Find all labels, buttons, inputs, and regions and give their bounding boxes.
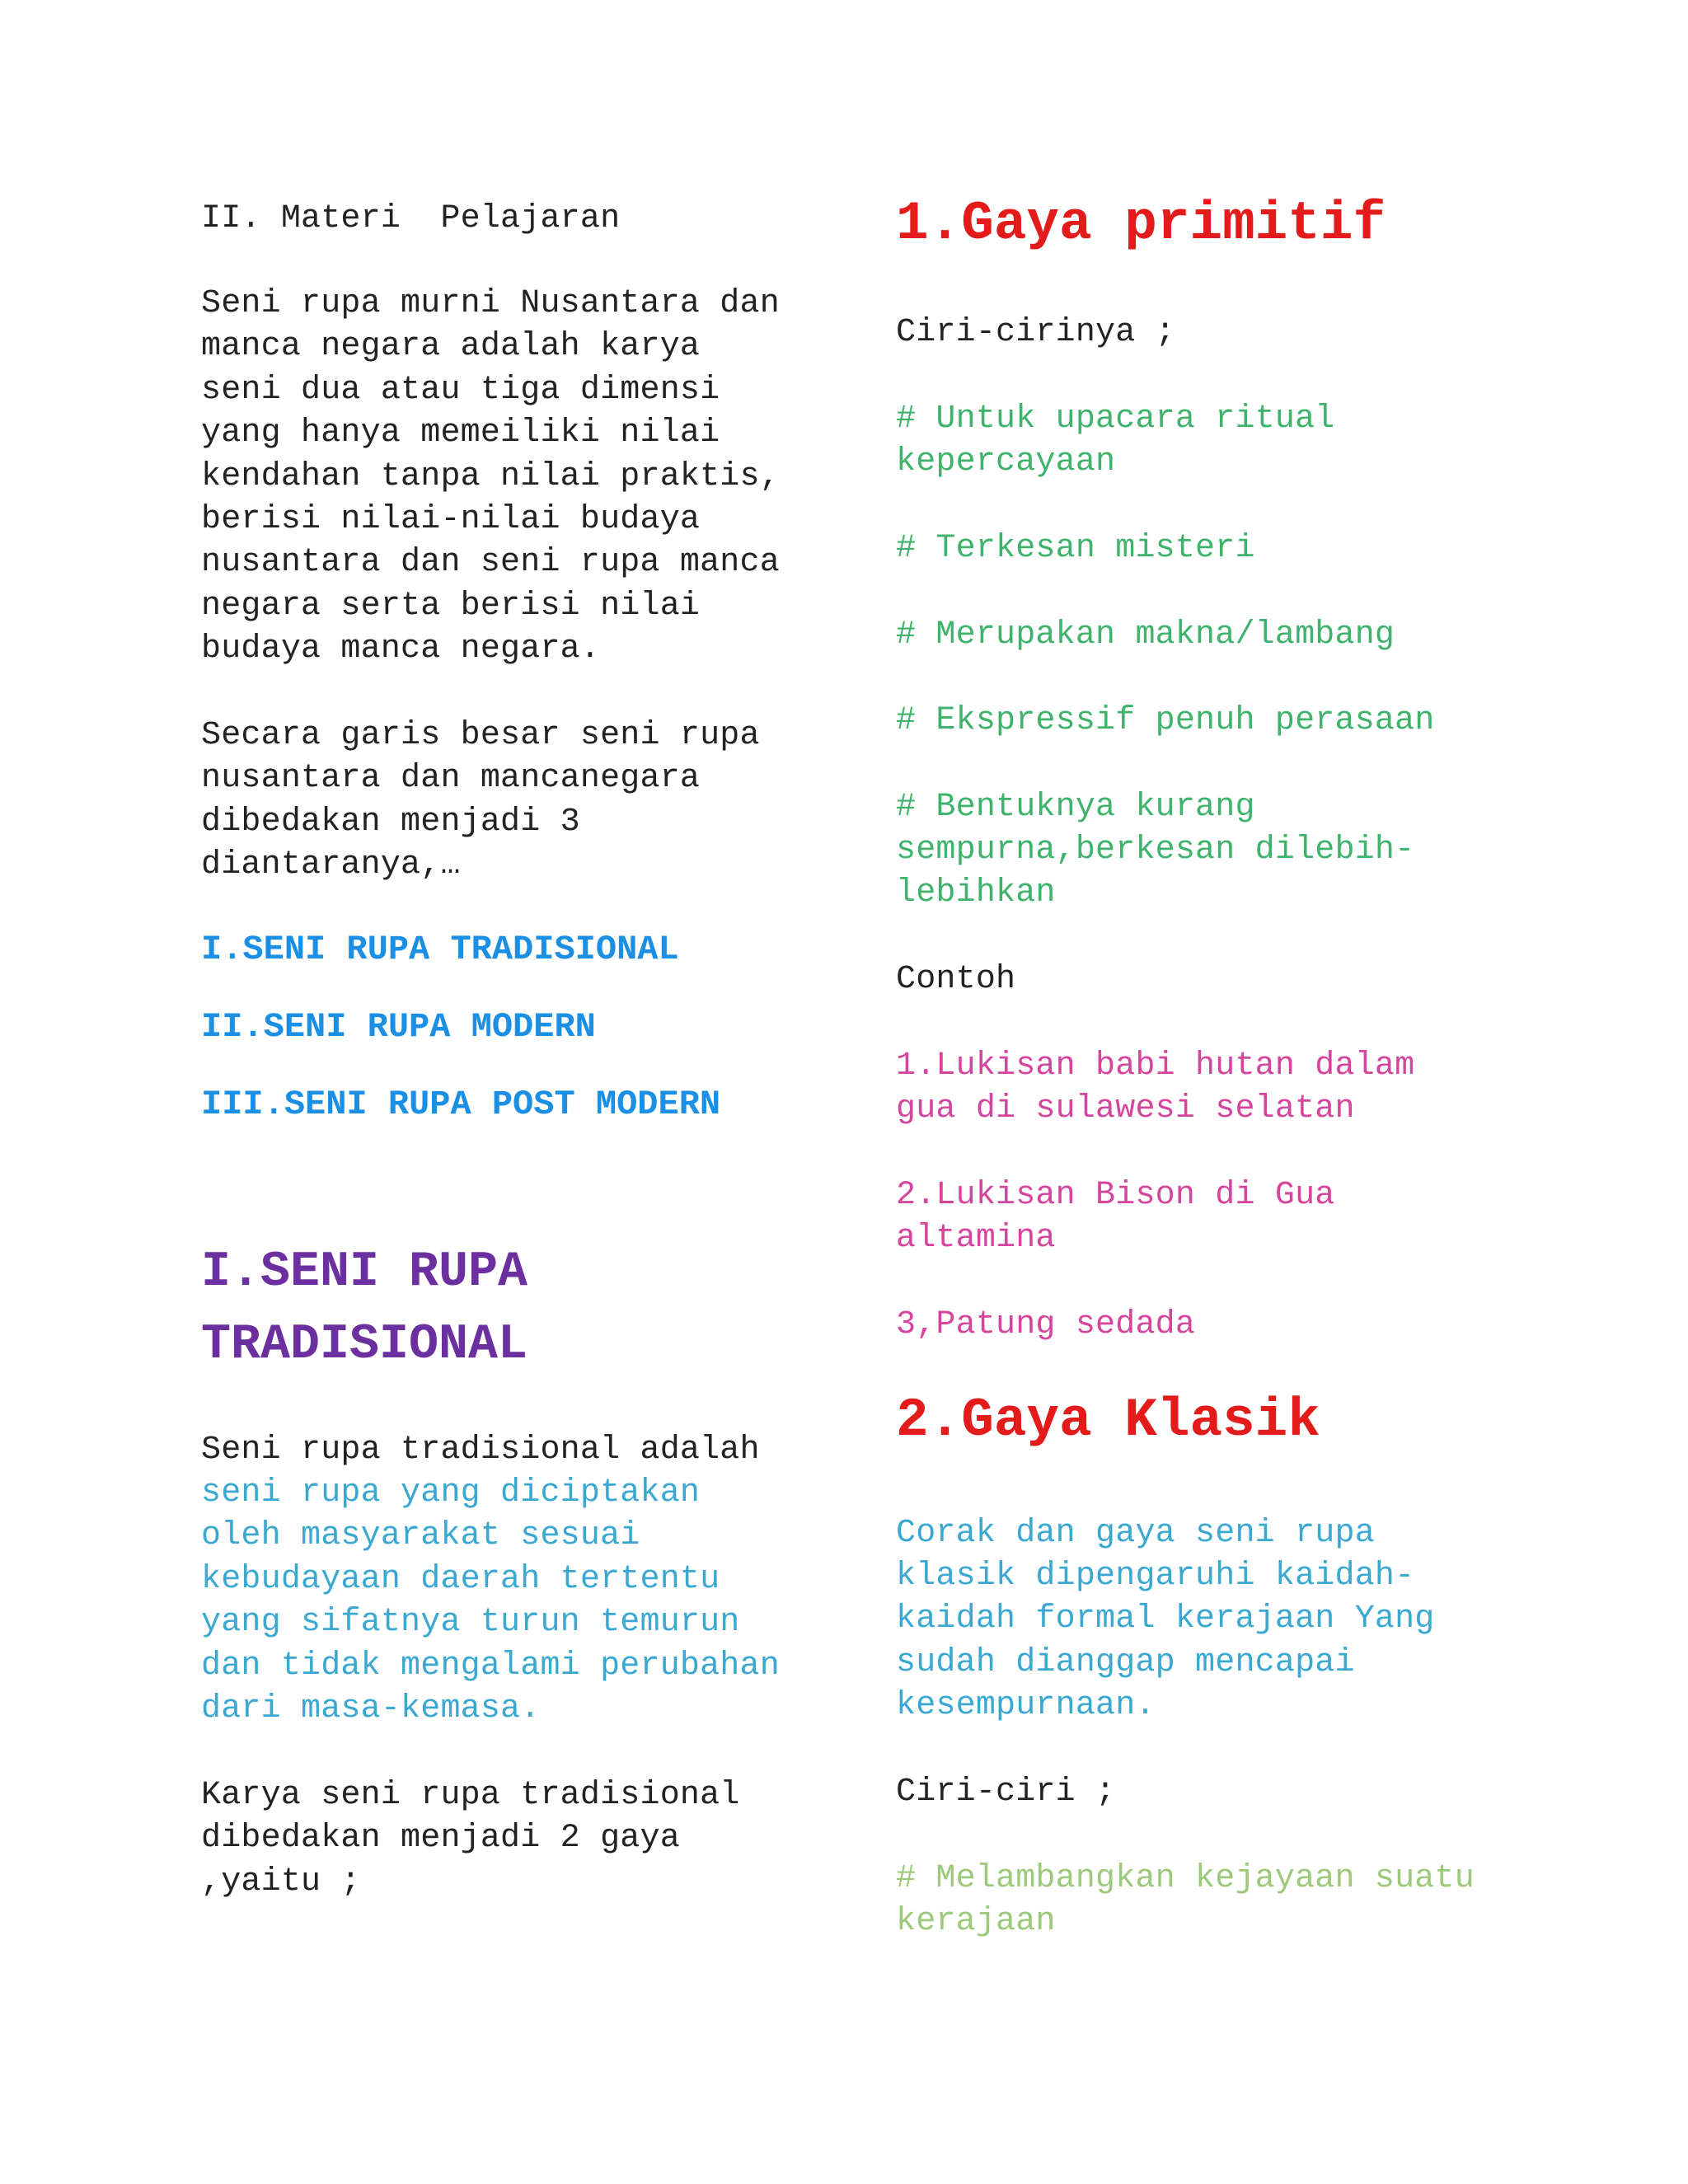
section-heading-line: I.SENI RUPA [201,1244,528,1301]
classic-trait-line: kerajaan [896,1903,1056,1940]
trait-line: sempurna,berkesan dilebih- [896,832,1415,869]
intro-line: berisi nilai-nilai budaya [201,501,701,538]
definition-lead: Seni rupa tradisional adalah [201,1432,760,1469]
styles-line: Karya seni rupa tradisional [201,1777,740,1814]
classic-description-line: kaidah formal kerajaan Yang [896,1601,1435,1638]
trait-line: # Untuk upacara ritual [896,401,1335,438]
classic-heading: 2.Gaya Klasik [896,1390,1320,1451]
primitive-heading: 1.Gaya primitif [896,193,1386,255]
primitive-traits-label: Ciri-cirinya ; [896,314,1175,351]
classic-traits-label: Ciri-ciri ; [896,1774,1116,1811]
division-line: diantaranya,… [201,846,461,883]
outline-item: I.SENI RUPA TRADISIONAL [201,930,679,969]
outline-item: III.SENI RUPA POST MODERN [201,1085,721,1124]
trait-line: kepercayaan [896,443,1116,480]
definition-line: oleh masyarakat sesuai [201,1517,640,1554]
intro-line: Seni rupa murni Nusantara dan [201,285,780,322]
intro-line: kendahan tanpa nilai praktis, [201,458,780,495]
definition-line: dan tidak mengalami perubahan [201,1647,780,1685]
example-line: 1.Lukisan babi hutan dalam [896,1047,1415,1085]
division-line: dibedakan menjadi 3 [201,804,580,841]
trait-line: # Bentuknya kurang [896,789,1255,826]
classic-trait-line: # Melambangkan kejayaan suatu [896,1860,1475,1897]
trait-line: lebihkan [896,874,1056,912]
outline-item: II.SENI RUPA MODERN [201,1007,596,1047]
primitive-examples-label: Contoh [896,961,1016,998]
section-heading-line: TRADISIONAL [201,1317,528,1373]
definition-line: yang sifatnya turun temurun [201,1604,740,1641]
example-line: gua di sulawesi selatan [896,1090,1355,1127]
classic-description-line: sudah dianggap mencapai [896,1644,1355,1681]
example-line: 2.Lukisan Bison di Gua [896,1177,1335,1214]
intro-line: nusantara dan seni rupa manca [201,544,780,581]
definition-line: dari masa-kemasa. [201,1690,541,1727]
example-line: altamina [896,1220,1056,1257]
classic-description-line: kesempurnaan. [896,1687,1156,1724]
styles-line: ,yaitu ; [201,1863,361,1900]
division-line: nusantara dan mancanegara [201,760,701,797]
intro-line: budaya manca negara. [201,630,601,668]
styles-line: dibedakan menjadi 2 gaya [201,1820,680,1857]
division-line: Secara garis besar seni rupa [201,717,760,754]
trait-line: # Merupakan makna/lambang [896,616,1395,654]
classic-description-line: Corak dan gaya seni rupa [896,1515,1375,1552]
definition-line: kebudayaan daerah tertentu [201,1561,720,1598]
trait-line: # Terkesan misteri [896,530,1255,567]
intro-line: negara serta berisi nilai [201,588,701,625]
classic-description-line: klasik dipengaruhi kaidah- [896,1558,1415,1595]
definition-line: seni rupa yang diciptakan [201,1474,701,1511]
example-line: 3,Patung sedada [896,1306,1196,1343]
intro-line: manca negara adalah karya [201,328,701,365]
intro-line: yang hanya memeiliki nilai [201,415,720,452]
intro-line: seni dua atau tiga dimensi [201,372,720,409]
section-label: II. Materi Pelajaran [201,200,621,237]
trait-line: # Ekspressif penuh perasaan [896,702,1435,739]
